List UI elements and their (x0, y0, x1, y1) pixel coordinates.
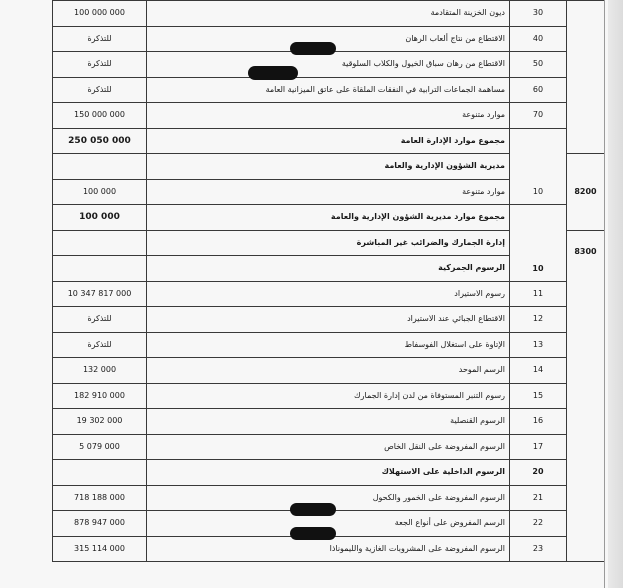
description-cell: الاقتطاع من نتاج ألعاب الرهان (147, 26, 510, 52)
section-number-cell: 20 (510, 460, 567, 486)
article-number-cell: 23 (510, 536, 567, 562)
amount-cell (53, 154, 147, 180)
article-number-cell: 10 (510, 128, 567, 205)
article-number-cell: 12 (510, 307, 567, 333)
amount-cell (53, 256, 147, 282)
table-row (53, 128, 605, 154)
description-cell: الرسوم القنصلية (147, 409, 510, 435)
description-cell: الرسم المفروض على أنواع الجعة (147, 511, 510, 537)
table-row (53, 332, 605, 358)
description-cell: الإتاوة على استغلال الفوسفاط (147, 332, 510, 358)
amount-cell: 718 188 000 (53, 485, 147, 511)
amount-cell: 878 947 000 (53, 511, 147, 537)
article-number-cell: 22 (510, 511, 567, 537)
total-label-cell: مجموع موارد الإدارة العامة (147, 128, 510, 154)
section-heading-cell: إدارة الجمارك والضرائب غير المباشرة (147, 230, 510, 256)
amount-cell: 182 910 000 (53, 383, 147, 409)
amount-cell: 100 000 (53, 179, 147, 205)
total-label-cell: مجموع موارد مديرية الشؤون الإدارية والعامة (147, 205, 510, 231)
table-row (53, 281, 605, 307)
redaction-mark (290, 42, 336, 55)
description-cell: الرسوم المفروضة على النقل الخاص (147, 434, 510, 460)
section-heading-cell: مديرية الشؤون الإدارية والعامة (147, 154, 510, 180)
table-row (53, 77, 605, 103)
table-row (53, 1, 605, 27)
amount-cell: 10 347 817 000 (53, 281, 147, 307)
article-number-cell: 40 (510, 26, 567, 52)
table-row (53, 383, 605, 409)
description-cell: الاقتطاع من رهان سباق الخيول والكلاب السلوقية (147, 52, 510, 78)
description-cell: موارد متنوعة (147, 103, 510, 129)
article-number-cell: 11 (510, 281, 567, 307)
article-number-cell: 70 (510, 103, 567, 129)
table-row (53, 52, 605, 78)
article-number-cell: 14 (510, 358, 567, 384)
description-cell: الرسوم المفروضة على الخمور والكحول (147, 485, 510, 511)
budget-revenue-table (52, 0, 605, 562)
redaction-mark (248, 66, 298, 80)
amount-cell: 150 000 000 (53, 103, 147, 129)
amount-cell: للتذكرة (53, 77, 147, 103)
table-row (53, 358, 605, 384)
table-row (53, 205, 605, 231)
article-number-cell: 17 (510, 434, 567, 460)
amount-cell: للتذكرة (53, 307, 147, 333)
chapter-code-cell: 8200 (567, 154, 605, 231)
amount-cell: للتذكرة (53, 52, 147, 78)
table-row (53, 103, 605, 129)
description-cell: رسوم الاستيراد (147, 281, 510, 307)
table-row (53, 409, 605, 435)
amount-cell: 100 000 000 (53, 1, 147, 27)
amount-cell: 19 302 000 (53, 409, 147, 435)
amount-cell: للتذكرة (53, 332, 147, 358)
amount-cell: 315 114 000 (53, 536, 147, 562)
page-edge-line (604, 0, 605, 588)
section-heading-cell: الرسوم الداخلية على الاستهلاك (147, 460, 510, 486)
amount-cell (53, 460, 147, 486)
redaction-mark (290, 503, 336, 516)
description-cell: الاقتطاع الجبائي عند الاستيراد (147, 307, 510, 333)
amount-cell: 5 079 000 (53, 434, 147, 460)
redaction-mark (290, 527, 336, 540)
section-number-cell: 10 (510, 205, 567, 282)
table-row (53, 307, 605, 333)
chapter-code-cell: 8300 (567, 230, 605, 562)
description-cell: ديون الخزينة المتقادمة (147, 1, 510, 27)
description-cell: الرسم الموحد (147, 358, 510, 384)
table-row (53, 434, 605, 460)
page-edge-shade (608, 0, 623, 588)
total-amount-cell: 100 000 (53, 205, 147, 231)
amount-cell: للتذكرة (53, 26, 147, 52)
description-cell: رسوم التنبر المستوفاة من لدن إدارة الجمارك (147, 383, 510, 409)
section-heading-cell: الرسوم الجمركية (147, 256, 510, 282)
article-number-cell: 30 (510, 1, 567, 27)
article-number-cell: 60 (510, 77, 567, 103)
description-cell: موارد متنوعة (147, 179, 510, 205)
total-amount-cell: 250 050 000 (53, 128, 147, 154)
chapter-cell (567, 1, 605, 154)
description-cell: مساهمة الجماعات الترابية في النفقات الملقاة على عاتق الميزانية العامة (147, 77, 510, 103)
article-number-cell: 13 (510, 332, 567, 358)
article-number-cell: 15 (510, 383, 567, 409)
article-number-cell: 16 (510, 409, 567, 435)
description-cell: الرسوم المفروضة على المشروبات الغازية والليموناذا (147, 536, 510, 562)
article-number-cell: 50 (510, 52, 567, 78)
article-number-cell: 21 (510, 485, 567, 511)
amount-cell (53, 230, 147, 256)
amount-cell: 132 000 (53, 358, 147, 384)
table-row (53, 460, 605, 486)
